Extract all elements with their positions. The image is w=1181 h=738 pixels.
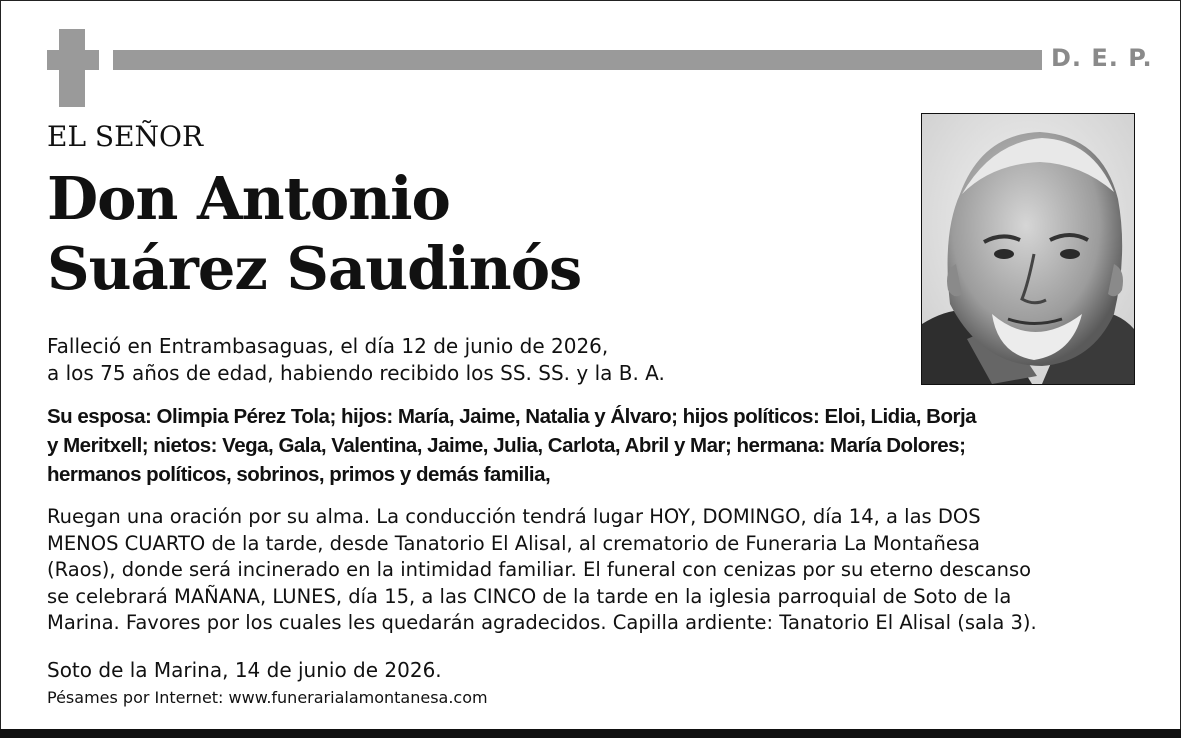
ceremony-details	[47, 504, 1147, 637]
death-notice	[47, 333, 665, 387]
family-list	[47, 402, 1137, 489]
ceremony-line: Ruegan una oración por su alma. La conducción tendrá lugar HOY, DOMINGO, día 14, a las DOS	[47, 505, 981, 528]
honorific: EL SEÑOR	[47, 120, 204, 153]
death-notice-line: a los 75 años de edad, habiendo recibido los SS. SS. y la B. A.	[47, 361, 665, 385]
ceremony-line: Marina. Favores por los cuales les quedarán agradecidos. Capilla ardiente: Tanatorio El Alisal (sala 3).	[47, 611, 1037, 634]
deceased-name	[47, 164, 581, 304]
ceremony-line: se celebrará MAÑANA, LUNES, día 15, a las CINCO de la tarde en la iglesia parroquial de Soto de la	[47, 584, 1012, 608]
header-rule	[113, 50, 1042, 70]
family-line: Su esposa: Olimpia Pérez Tola; hijos: María, Jaime, Natalia y Álvaro; hijos políticos: Eloi, Lidia, Borja	[47, 405, 977, 428]
portrait-photo-drawing	[922, 114, 1134, 384]
name-line-2: Suárez Saudinós	[47, 234, 582, 303]
portrait-photo	[921, 113, 1135, 385]
condolences-link[interactable]: Pésames por Internet: www.funerarialamontanesa.com	[47, 688, 488, 707]
name-line-1: Don Antonio	[47, 164, 450, 233]
place-and-date: Soto de la Marina, 14 de junio de 2026.	[47, 658, 442, 682]
family-line: hermanos políticos, sobrinos, primos y demás familia,	[47, 463, 551, 486]
bottom-rule	[0, 729, 1181, 738]
dep-label: D. E. P.	[1051, 44, 1153, 72]
family-line: y Meritxell; nietos: Vega, Gala, Valentina, Jaime, Julia, Carlota, Abril y Mar; hermana: María Dolores;	[47, 434, 966, 457]
ceremony-line: MENOS CUARTO de la tarde, desde Tanatorio El Alisal, al crematorio de Funeraria La Montañesa	[47, 531, 981, 555]
death-notice-line: Falleció en Entrambasaguas, el día 12 de junio de 2026,	[47, 334, 609, 358]
ceremony-line: (Raos), donde será incinerado en la intimidad familiar. El funeral con cenizas por su eterno descanso	[47, 558, 1032, 581]
cross-icon-arm	[47, 50, 99, 70]
